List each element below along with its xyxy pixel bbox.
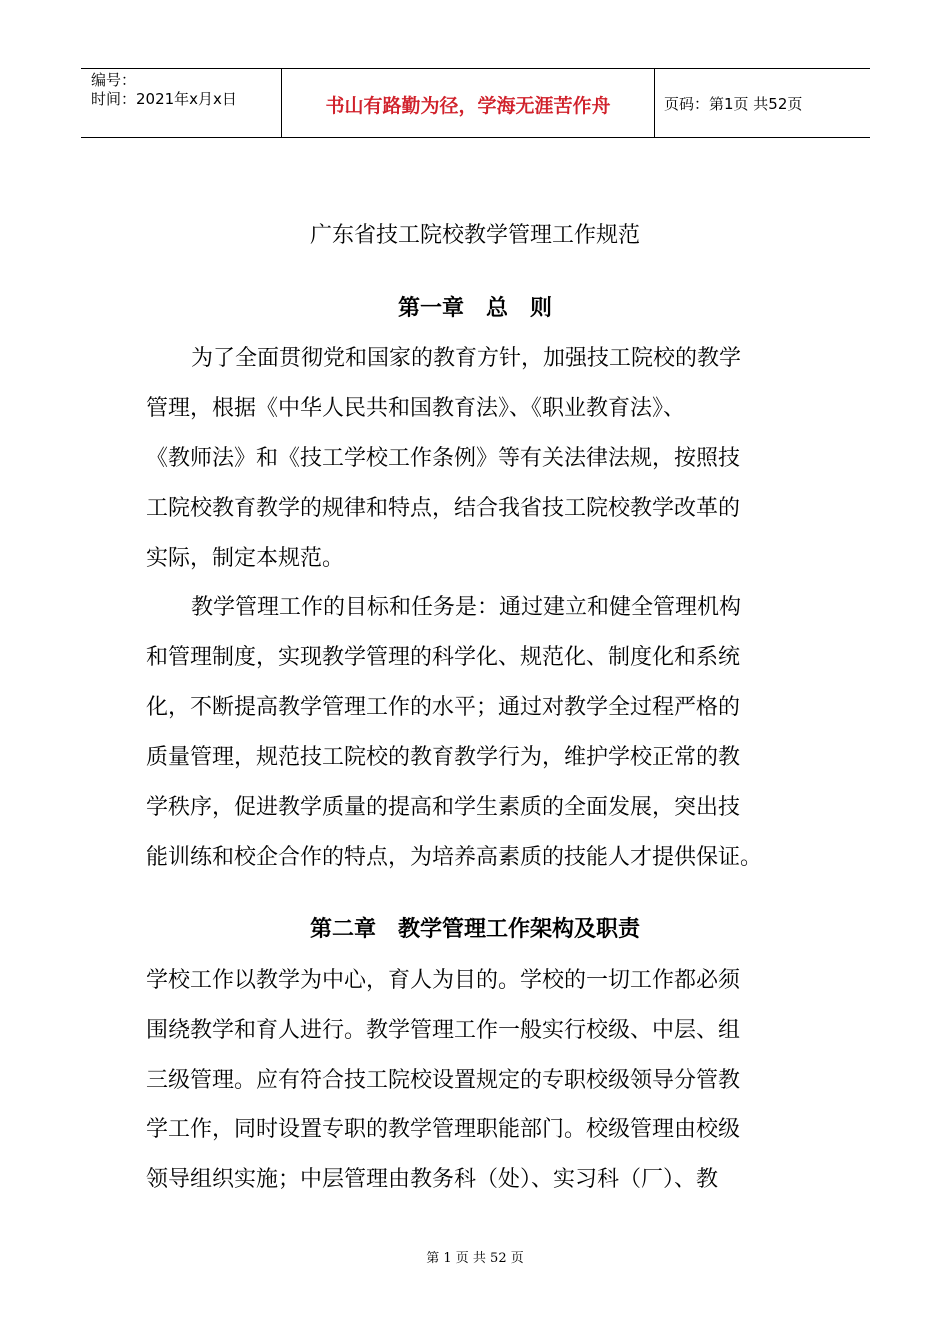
document-title: 广东省技工院校教学管理工作规范 (309, 223, 640, 248)
chapter2-heading: 第二章 教学管理工作架构及职责 (309, 917, 640, 942)
paragraph-line: 领导组织实施；中层管理由教务科（处）、实习科（厂）、教 (146, 1167, 719, 1192)
time-label: 时间：2021年x月x日 (91, 90, 237, 108)
header-info-cell (81, 69, 281, 137)
paragraph-line: 为了全面贯彻党和国家的教育方针，加强技工院校的教学 (191, 346, 742, 371)
header-motto-cell (281, 69, 655, 137)
paragraph-line: 化，不断提高教学管理工作的水平；通过对教学全过程严格的 (146, 695, 741, 720)
paragraph-line: 工院校教育教学的规律和特点，结合我省技工院校教学改革的 (146, 496, 741, 521)
paragraph-line: 学秩序，促进教学质量的提高和学生素质的全面发展，突出技 (146, 795, 741, 820)
page-info: 页码：第1页 共52页 (664, 95, 803, 113)
paragraph-line: 教学管理工作的目标和任务是：通过建立和健全管理机构 (191, 595, 742, 620)
paragraph-line: 学工作，同时设置专职的教学管理职能部门。校级管理由校级 (146, 1117, 741, 1142)
page-header (81, 68, 870, 138)
number-label: 编号： (91, 71, 137, 89)
header-page-cell (654, 69, 870, 137)
paragraph-line: 围绕教学和育人进行。教学管理工作一般实行校级、中层、组 (146, 1018, 741, 1043)
chapter1-heading: 第一章 总 则 (397, 296, 552, 321)
paragraph-line: 学校工作以教学为中心，育人为目的。学校的一切工作都必须 (146, 968, 741, 993)
page-footer: 第 1 页 共 52 页 (426, 1251, 524, 1266)
paragraph-line: 三级管理。应有符合技工院校设置规定的专职校级领导分管教 (146, 1068, 741, 1093)
paragraph-line: 和管理制度，实现教学管理的科学化、规范化、制度化和系统 (146, 645, 741, 670)
paragraph-line: 质量管理，规范技工院校的教育教学行为，维护学校正常的教 (146, 745, 741, 770)
motto-text: 书山有路勤为径，学海无涯苦作舟 (325, 95, 611, 117)
paragraph-line: 实际，制定本规范。 (146, 546, 345, 571)
paragraph-line: 管理，根据《中华人民共和国教育法》、《职业教育法》、 (146, 396, 686, 421)
paragraph-line: 能训练和校企合作的特点，为培养高素质的技能人才提供保证。 (146, 845, 763, 870)
paragraph-line: 《教师法》和《技工学校工作条例》等有关法律法规，按照技 (146, 446, 741, 471)
